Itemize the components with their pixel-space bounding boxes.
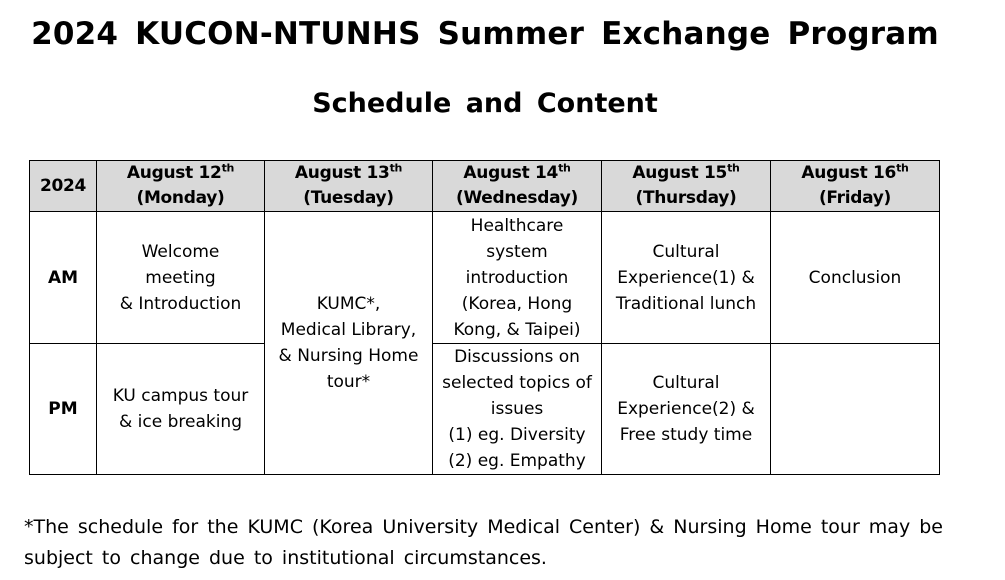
header-date-suffix: th xyxy=(221,161,235,175)
cell-line: & ice breaking xyxy=(118,412,242,432)
pm-row xyxy=(30,344,940,475)
cell-line: Conclusion xyxy=(808,267,902,288)
cell-line: Free study time xyxy=(619,425,753,445)
header-date-suffix: th xyxy=(558,161,571,175)
column-header-aug13 xyxy=(265,161,433,212)
header-date: August 14 xyxy=(463,163,559,183)
am-label: AM xyxy=(30,212,97,344)
cell-line: system xyxy=(486,241,548,262)
header-date: August 16 xyxy=(801,163,897,183)
cell-line: Discussions on xyxy=(454,347,580,367)
cell-line: (2) eg. Empathy xyxy=(448,451,586,471)
header-date-suffix: th xyxy=(727,161,740,175)
header-row xyxy=(30,161,940,212)
header-date-suffix: th xyxy=(896,161,909,175)
pm-label: PM xyxy=(30,344,97,475)
cell-line: Cultural xyxy=(652,241,720,262)
column-header-aug14 xyxy=(433,161,602,212)
cell-line: introduction xyxy=(465,267,569,288)
cell-line: Experience(1) & xyxy=(617,267,755,288)
cell-line: Traditional lunch xyxy=(615,293,757,314)
cell-am-wednesday xyxy=(433,212,602,344)
page-subtitle: Schedule and Content xyxy=(312,88,658,119)
cell-line: KUMC*, xyxy=(316,294,381,314)
am-row xyxy=(30,212,940,344)
cell-pm-wednesday xyxy=(433,344,602,475)
cell-pm-monday xyxy=(97,344,265,475)
cell-am-monday xyxy=(97,212,265,344)
header-date: August 13 xyxy=(294,163,390,183)
header-date: August 12 xyxy=(126,163,222,183)
column-header-aug12 xyxy=(97,161,265,212)
header-day: (Monday) xyxy=(136,188,225,208)
header-day: (Friday) xyxy=(818,188,892,208)
cell-line: tour* xyxy=(326,372,371,392)
cell-line: meeting xyxy=(145,267,216,288)
header-date: August 15 xyxy=(632,163,728,183)
cell-tuesday-merged xyxy=(265,212,433,475)
cell-line: Welcome xyxy=(141,241,220,262)
cell-am-friday xyxy=(771,212,940,344)
header-day: (Wednesday) xyxy=(455,188,579,208)
cell-line: Experience(2) & xyxy=(617,399,755,419)
column-header-aug15 xyxy=(602,161,771,212)
cell-line: Medical Library, xyxy=(280,320,417,340)
footnote: *The schedule for the KUMC (Korea University Medical Center) & Nursing Home tour may be subject to change due to institutional circumstances. xyxy=(24,516,943,569)
year-header: 2024 xyxy=(30,161,97,212)
cell-pm-thursday xyxy=(602,344,771,475)
cell-line: Cultural xyxy=(652,373,720,393)
column-header-aug16 xyxy=(771,161,940,212)
cell-line: Healthcare xyxy=(470,215,564,236)
cell-line: & Nursing Home xyxy=(278,346,419,366)
cell-line: KU campus tour xyxy=(112,386,249,406)
cell-am-thursday xyxy=(602,212,771,344)
cell-line: (Korea, Hong xyxy=(461,293,573,314)
header-date-suffix: th xyxy=(389,161,403,175)
cell-line: issues xyxy=(490,399,544,419)
cell-line: & Introduction xyxy=(119,293,242,314)
cell-line: selected topics of xyxy=(442,373,592,393)
cell-line: Kong, & Taipei) xyxy=(453,319,581,340)
cell-pm-friday xyxy=(771,344,940,475)
page-title: 2024 KUCON-NTUNHS Summer Exchange Program xyxy=(31,16,939,52)
schedule-table xyxy=(29,160,940,475)
cell-line: (1) eg. Diversity xyxy=(448,425,586,445)
header-day: (Tuesday) xyxy=(303,188,394,208)
header-day: (Thursday) xyxy=(635,188,737,208)
